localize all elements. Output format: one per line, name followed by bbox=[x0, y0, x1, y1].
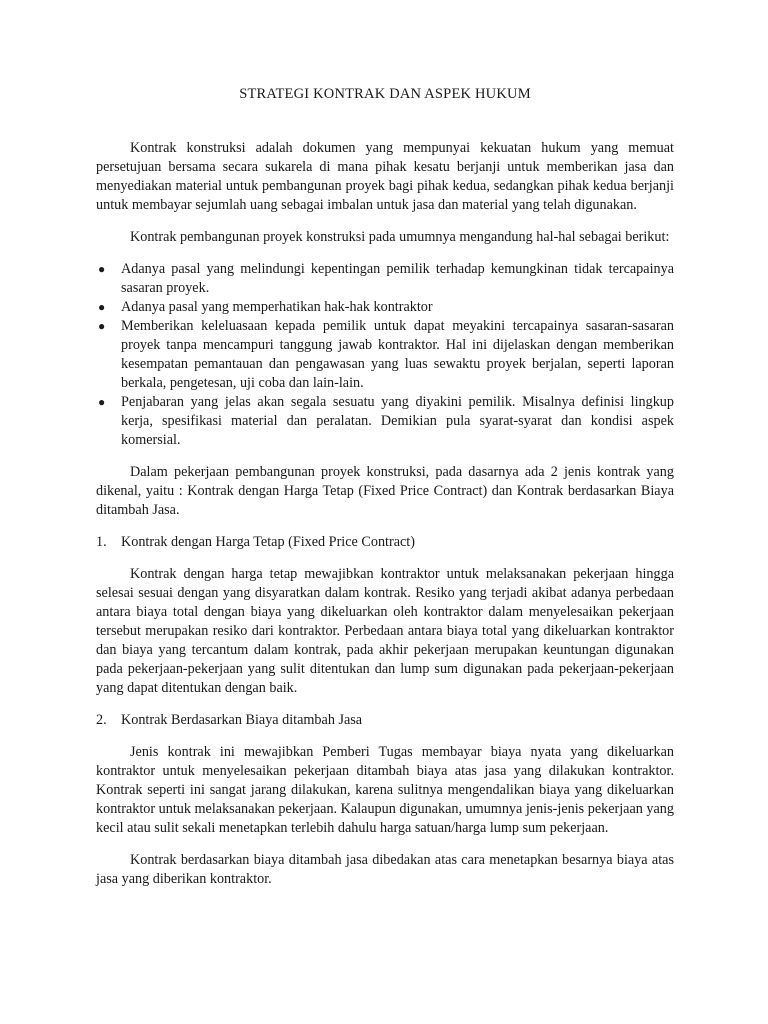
list-item-text: Memberikan keleluasaan kepada pemilik untuk dapat meyakini tercapainya sasaran-sasaran proyek tanpa mencampuri tanggung jawab kontraktor. Hal ini dijelaskan dengan memberikan kesempatan pemantauan dan pengawasan yang luas sewaktu proyek berjalan, seperti laporan berkala, pengetesan, uji coba dan lain-lain. bbox=[121, 318, 674, 391]
list-item bbox=[96, 317, 674, 393]
paragraph-cost-plus: Jenis kontrak ini mewajibkan Pemberi Tugas membayar biaya nyata yang dikeluarkan kontraktor untuk menyelesaikan pekerjaan ditambah biaya atas jasa yang dilakukan kontraktor. Kontrak seperti ini sangat jarang dilakukan, karena sulitnya mengendalikan biaya yang dikeluarkan kontraktor untuk melaksanakan pekerjaan. Kalaupun digunakan, umumnya jenis-jenis pekerjaan yang kecil atau sulit sekali menetapkan terlebih dahulu harga satuan/harga lump sum pekerjaan. bbox=[96, 744, 674, 836]
section-heading-fixed-price bbox=[96, 533, 674, 552]
bullet-marker: ● bbox=[98, 319, 106, 333]
document-title: STRATEGI KONTRAK DAN ASPEK HUKUM bbox=[239, 86, 531, 102]
paragraph-contract-types: Dalam pekerjaan pembangunan proyek konstruksi, pada dasarnya ada 2 jenis kontrak yang dikenal, yaitu : Kontrak dengan Harga Tetap (Fixed Price Contract) dan Kontrak berdasarkan Biaya ditambah Jasa. bbox=[96, 464, 674, 518]
contract-contents-list bbox=[96, 260, 674, 450]
section-heading-cost-plus bbox=[96, 711, 674, 730]
list-item-text: Adanya pasal yang memperhatikan hak-hak kontraktor bbox=[121, 299, 433, 315]
section-number: 2. bbox=[96, 712, 107, 728]
paragraph-contents-intro: Kontrak pembangunan proyek konstruksi pada umumnya mengandung hal-hal sebagai berikut: bbox=[130, 229, 670, 245]
list-item bbox=[96, 393, 674, 450]
paragraph-definition: Kontrak konstruksi adalah dokumen yang mempunyai kekuatan hukum yang memuat persetujuan bersama secara sukarela di mana pihak kesatu berjanji untuk memberikan jasa dan menyediakan material untuk pembangunan proyek bagi pihak kedua, sedangkan pihak kedua berjanji untuk membayar sejumlah uang sebagai imbalan untuk jasa dan material yang telah digunakan. bbox=[96, 140, 674, 213]
list-item bbox=[96, 260, 674, 298]
section-title: Kontrak dengan Harga Tetap (Fixed Price Contract) bbox=[121, 534, 415, 550]
bullet-marker: ● bbox=[98, 395, 106, 409]
section-title: Kontrak Berdasarkan Biaya ditambah Jasa bbox=[121, 712, 363, 728]
bullet-marker: ● bbox=[98, 300, 106, 314]
section-number: 1. bbox=[96, 534, 107, 550]
list-item-text: Penjabaran yang jelas akan segala sesuatu yang diyakini pemilik. Misalnya definisi lingkup kerja, spesifikasi material dan peralatan. Demikian pula syarat-syarat dan kondisi aspek komersial. bbox=[121, 394, 674, 448]
list-item bbox=[96, 298, 674, 317]
paragraph-cost-plus-types: Kontrak berdasarkan biaya ditambah jasa dibedakan atas cara menetapkan besarnya biaya atas jasa yang diberikan kontraktor. bbox=[96, 852, 674, 887]
paragraph-fixed-price: Kontrak dengan harga tetap mewajibkan kontraktor untuk melaksanakan pekerjaan hingga selesai sesuai dengan yang disyaratkan dalam kontrak. Resiko yang terjadi akibat adanya perbedaan antara biaya total dengan biaya yang dikeluarkan oleh kontraktor dalam menyelesaikan pekerjaan tersebut merupakan resiko dari kontraktor. Perbedaan antara biaya total yang dikeluarkan kontraktor dan biaya yang tercantum dalam kontrak, pada akhir pekerjaan merupakan keuntungan digunakan pada pekerjaan-pekerjaan yang sulit ditentukan dan lump sum digunakan pada pekerjaan-pekerjaan yang dapat ditentukan dengan baik. bbox=[96, 566, 674, 696]
list-item-text: Adanya pasal yang melindungi kepentingan pemilik terhadap kemungkinan tidak tercapainya sasaran proyek. bbox=[121, 261, 674, 296]
bullet-marker: ● bbox=[98, 262, 106, 276]
